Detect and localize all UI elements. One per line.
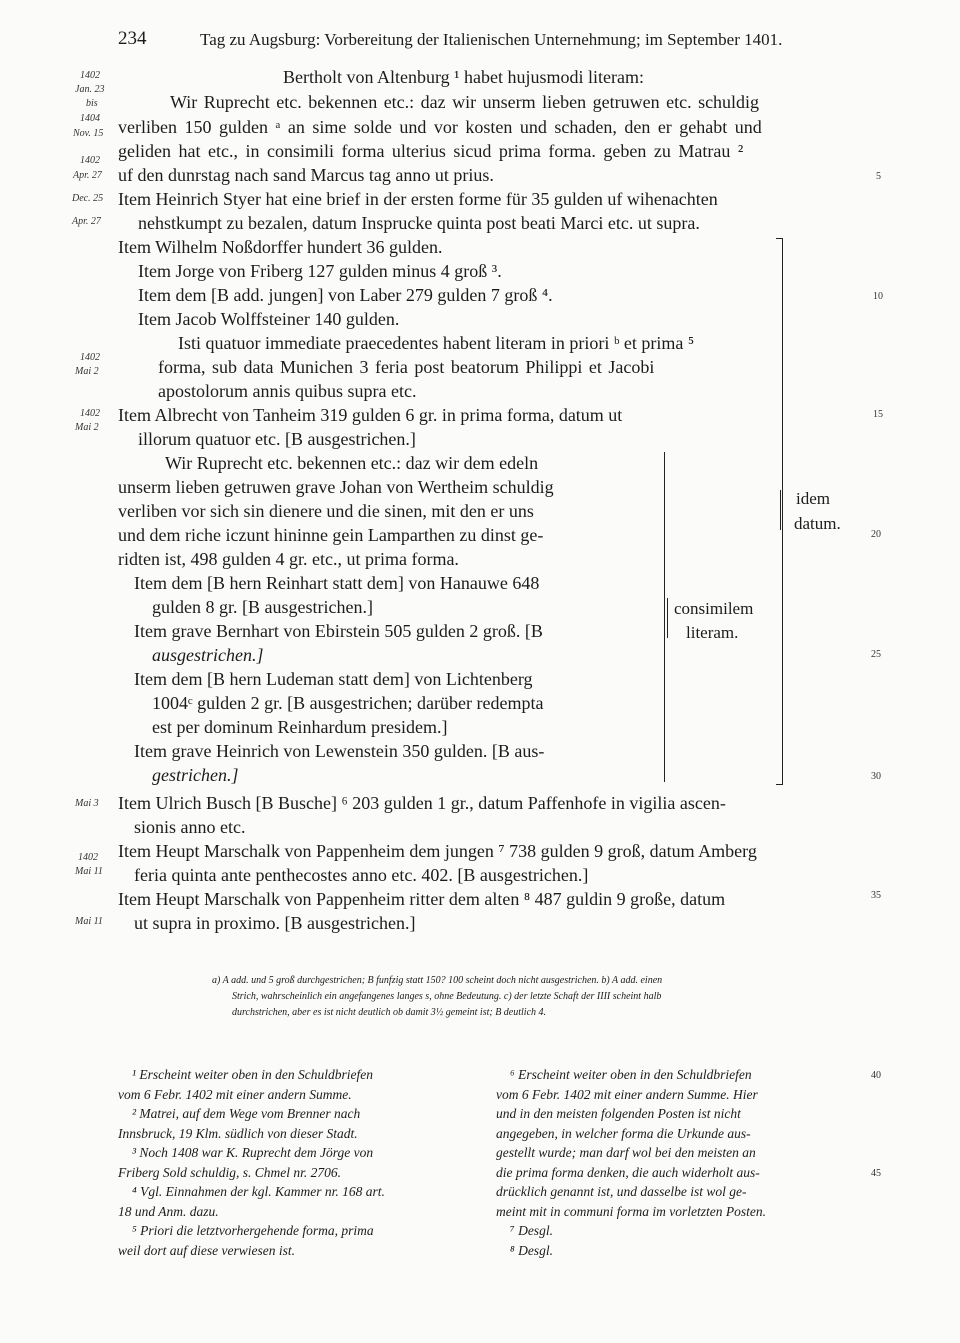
- margin-date: Mai 2: [75, 422, 99, 433]
- text-line: Wir Ruprecht etc. bekennen etc.: daz wir unserm lieben getruwen etc. schuldig: [170, 92, 760, 112]
- text-line: unserm lieben getruwen grave Johan von Wertheim schuldig: [118, 477, 554, 497]
- line-number: 30: [871, 771, 881, 782]
- bracket-right-inner: [658, 452, 665, 782]
- line-number: 15: [873, 409, 883, 420]
- text-line: Item Jorge von Friberg 127 gulden minus 4 groß ³.: [138, 261, 502, 281]
- footnote-line: drücklich genannt ist, und dasselbe ist wol ge-: [496, 1184, 747, 1199]
- text-line: ut supra in proximo. [B ausgestrichen.]: [134, 913, 416, 933]
- text-line: Item Ulrich Busch [B Busche] ⁶ 203 gulden 1 gr., datum Paffenhofe in vigilia ascen-: [118, 793, 726, 813]
- line-number: 35: [871, 890, 881, 901]
- margin-date: 1402: [80, 352, 100, 363]
- bracket-label-literam: literam.: [686, 623, 739, 642]
- bracket-label-datum: datum.: [794, 514, 841, 533]
- text-line: Item dem [B hern Reinhart statt dem] von Hanauwe 648: [134, 573, 540, 593]
- text-line: 1004ᶜ gulden 2 gr. [B ausgestrichen; darüber redempta: [152, 693, 544, 713]
- line-number: 40: [871, 1070, 881, 1081]
- text-line: gulden 8 gr. [B ausgestrichen.]: [152, 597, 373, 617]
- text-line: illorum quatuor etc. [B ausgestrichen.]: [138, 429, 416, 449]
- footnote-line: ⁸ Desgl.: [510, 1243, 553, 1258]
- footnote-line: gestellt wurde; man darf wol bei den meisten an: [496, 1145, 756, 1160]
- line-number: 25: [871, 649, 881, 660]
- margin-date: 1402: [80, 408, 100, 419]
- text-line: Item Albrecht von Tanheim 319 gulden 6 gr. in prima forma, datum ut: [118, 405, 623, 425]
- text-line: und dem riche iczunt hininne gein Lamparthen zu dinst ge-: [118, 525, 544, 545]
- text-line: geliden hat etc., in consimili forma ulterius sicud prima forma. geben zu Matrau ²: [118, 141, 744, 161]
- footnote-line: ² Matrei, auf dem Wege vom Brenner nach: [132, 1106, 361, 1121]
- text-line: Isti quatuor immediate praecedentes habent literam in priori ᵇ et prima ⁵: [178, 333, 695, 353]
- footnote-line: vom 6 Febr. 1402 mit einer andern Summe.: [118, 1087, 352, 1102]
- margin-date: Mai 3: [75, 798, 99, 809]
- margin-date: Mai 11: [75, 916, 103, 927]
- text-line: Item dem [B hern Ludeman statt dem] von Lichtenberg: [134, 669, 533, 689]
- text-line: ridten ist, 498 gulden 4 gr. etc., ut prima forma.: [118, 549, 459, 569]
- footnote-line: ⁵ Priori die letztvorhergehende forma, prima: [132, 1223, 374, 1238]
- margin-date: 1402: [80, 70, 100, 81]
- text-line: ausgestrichen.]: [152, 645, 264, 665]
- text-line: Item Jacob Wolffsteiner 140 gulden.: [138, 309, 400, 329]
- bracket-label-consimilem: consimilem: [674, 599, 754, 618]
- margin-date: 1402: [78, 852, 98, 863]
- line-number: 45: [871, 1168, 881, 1179]
- apparatus-line: Strich, wahrscheinlich ein angefangenes langes s, ohne Bedeutung. c) der letzte Schaft der IIII scheint halb: [232, 991, 662, 1002]
- margin-date: Apr. 27: [73, 170, 102, 181]
- footnote-line: ⁴ Vgl. Einnahmen der kgl. Kammer nr. 168 art.: [132, 1184, 385, 1199]
- footnote-line: meint mit in communi forma im vorletzten Posten.: [496, 1204, 766, 1219]
- text-line: Wir Ruprecht etc. bekennen etc.: daz wir dem edeln: [165, 453, 539, 473]
- text-line: sionis anno etc.: [134, 817, 246, 837]
- line-number: 5: [876, 171, 881, 182]
- margin-date: Apr. 27: [72, 216, 101, 227]
- text-line: Item Wilhelm Noßdorffer hundert 36 gulden.: [118, 237, 443, 257]
- footnote-line: 18 und Anm. dazu.: [118, 1204, 219, 1219]
- text-line: feria quinta ante penthecostes anno etc. 402. [B ausgestrichen.]: [134, 865, 589, 885]
- footnote-line: ⁷ Desgl.: [510, 1223, 553, 1238]
- margin-date: Dec. 25: [72, 193, 104, 204]
- text-line: est per dominum Reinhardum presidem.]: [152, 717, 448, 737]
- margin-date: Mai 11: [75, 866, 103, 877]
- footnote-line: Innsbruck, 19 Klm. südlich von dieser Stadt.: [118, 1126, 358, 1141]
- text-line: Item grave Heinrich von Lewenstein 350 gulden. [B aus-: [134, 741, 545, 761]
- text-line: verliben vor sich sin dienere und die sinen, mit den er uns: [118, 501, 534, 521]
- footnote-line: weil dort auf diese verwiesen ist.: [118, 1243, 295, 1258]
- text-line: Bertholt von Altenburg ¹ habet hujusmodi literam:: [283, 67, 645, 87]
- margin-date: Nov. 15: [73, 128, 104, 139]
- text-line: verliben 150 gulden ᵃ an sime solde und vor kosten und schaden, den er gehabt und: [118, 117, 762, 137]
- footnote-line: die prima forma denken, die auch widerholt aus-: [496, 1165, 760, 1180]
- footnote-line: und in den meisten folgenden Posten ist nicht: [496, 1106, 741, 1121]
- text-line: Item Heupt Marschalk von Pappenheim dem jungen ⁷ 738 gulden 9 groß, datum Amberg: [118, 841, 757, 861]
- text-line: Item Heinrich Styer hat eine brief in der ersten forme für 35 gulden uf wihenachten: [118, 189, 718, 209]
- text-line: Item Heupt Marschalk von Pappenheim ritter dem alten ⁸ 487 guldin 9 große, datum: [118, 889, 726, 909]
- apparatus-line: a) A add. und 5 groß durchgestrichen; B funfzig statt 150? 100 scheint doch nicht ausgestrichen. b) A add. einen: [212, 975, 663, 986]
- text-line: nehstkumpt zu bezalen, datum Insprucke quinta post beati Marci etc. ut supra.: [138, 213, 700, 233]
- line-number: 10: [873, 291, 883, 302]
- apparatus-line: durchstrichen, aber es ist nicht deutlich ob damit 3½ gemeint ist; B deutlich 4.: [232, 1007, 547, 1018]
- margin-date: bis: [86, 98, 98, 109]
- footnote-line: ¹ Erscheint weiter oben in den Schuldbriefen: [132, 1067, 373, 1082]
- bracket-left-consimilem: [667, 598, 674, 638]
- footnote-line: ³ Noch 1408 war K. Ruprecht dem Jörge von: [132, 1145, 374, 1160]
- bracket-label-idem: idem: [796, 489, 830, 508]
- text-line: forma, sub data Munichen 3 feria post beatorum Philippi et Jacobi: [158, 357, 655, 377]
- bracket-left-idem: [780, 490, 787, 530]
- text-line: Item grave Bernhart von Ebirstein 505 gulden 2 groß. [B: [134, 621, 543, 641]
- text-line: apostolorum annis quibus supra etc.: [158, 381, 417, 401]
- margin-date: Jan. 23: [75, 84, 105, 95]
- margin-date: 1402: [80, 155, 100, 166]
- running-title: Tag zu Augsburg: Vorbereitung der Italienischen Unternehmung; im September 1401.: [200, 30, 783, 49]
- text-line: gestrichen.]: [152, 765, 239, 785]
- text-line: uf den dunrstag nach sand Marcus tag anno ut prius.: [118, 165, 494, 185]
- footnote-line: Friberg Sold schuldig, s. Chmel nr. 2706.: [118, 1165, 342, 1180]
- footnote-line: vom 6 Febr. 1402 mit einer andern Summe. Hier: [496, 1087, 758, 1102]
- margin-date: Mai 2: [75, 366, 99, 377]
- footnote-line: angegeben, in welcher forma die Urkunde aus-: [496, 1126, 751, 1141]
- footnote-line: ⁶ Erscheint weiter oben in den Schuldbriefen: [510, 1067, 752, 1082]
- page-number: 234: [118, 28, 147, 49]
- text-line: Item dem [B add. jungen] von Laber 279 gulden 7 groß ⁴.: [138, 285, 553, 305]
- margin-date: 1404: [80, 113, 100, 124]
- line-number: 20: [871, 529, 881, 540]
